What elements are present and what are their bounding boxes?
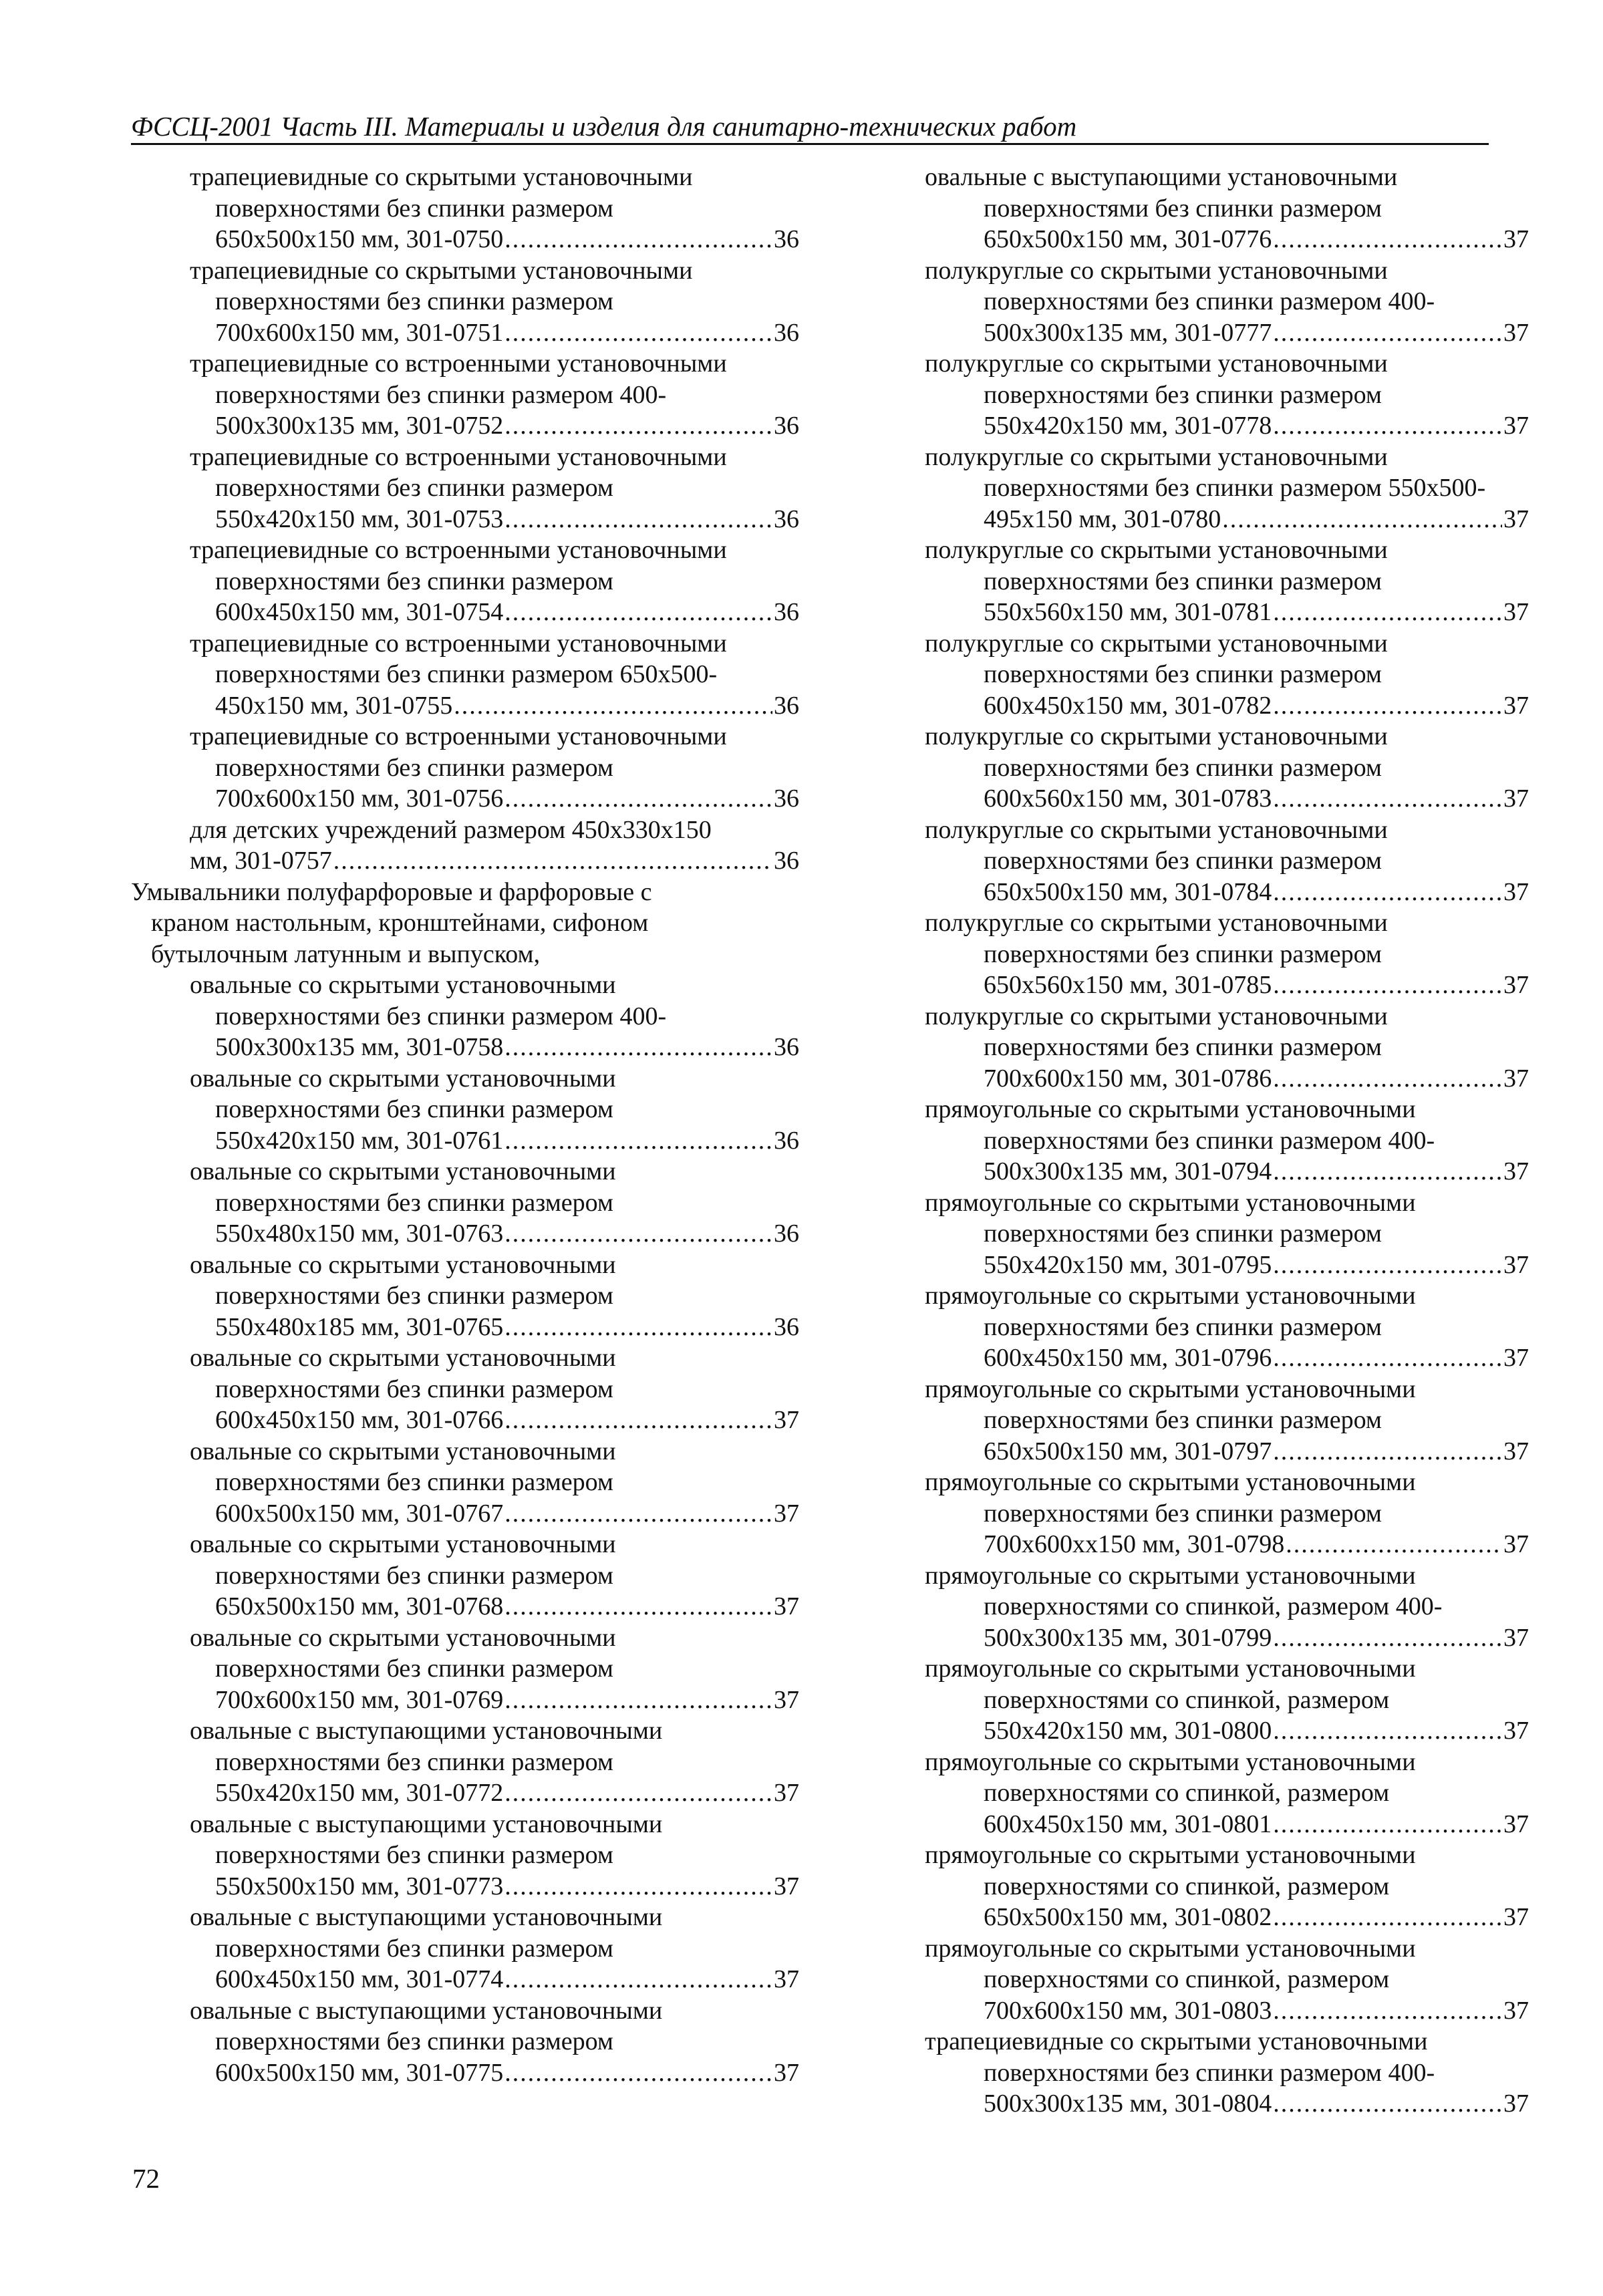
index-entry-line xyxy=(131,690,799,722)
index-entry-line xyxy=(925,410,1529,442)
index-entry-line xyxy=(131,1032,799,1063)
index-text-line: поверхностями со спинкой, размером 400- xyxy=(984,1592,1443,1620)
index-entry-text: 650x500x150 мм, 301-0750 xyxy=(215,225,504,253)
index-entry-text: 600x500x150 мм, 301-0767 xyxy=(215,1499,504,1528)
index-entry-text: 600x560x150 мм, 301-0783 xyxy=(984,784,1272,813)
index-entry-line xyxy=(925,1995,1529,2027)
page-reference: 37 xyxy=(1503,1810,1529,1838)
index-text-line: поверхностями без спинки размером xyxy=(984,847,1382,875)
index-text-line: прямоугольные со скрытыми установочными xyxy=(925,1841,1416,1869)
page-reference: 37 xyxy=(1503,225,1529,253)
index-entry-text: 600x450x150 мм, 301-0774 xyxy=(215,1965,504,1993)
index-entry-line xyxy=(925,1342,1529,1374)
index-text-line: поверхностями без спинки размером xyxy=(215,1561,613,1590)
index-text-line: овальные со скрытыми установочными xyxy=(190,1064,616,1093)
index-entry-line xyxy=(131,1312,799,1343)
index-text-line: прямоугольные со скрытыми установочными xyxy=(925,1934,1416,1963)
index-entry-line xyxy=(925,1156,1529,1187)
index-text-line: поверхностями без спинки размером 550x500- xyxy=(984,474,1486,502)
index-text-line: поверхностями без спинки размером xyxy=(215,1095,613,1123)
page-reference: 37 xyxy=(774,1779,799,1807)
index-entry-line xyxy=(925,317,1529,349)
index-text-line: поверхностями без спинки размером 650x500- xyxy=(215,660,718,688)
running-header: ФССЦ-2001 Часть III. Материалы и изделия для санитарно-технических работ xyxy=(131,111,1489,145)
dot-leader xyxy=(1222,504,1502,535)
index-entry-text: 495x150 мм, 301-0780 xyxy=(984,505,1221,533)
dot-leader xyxy=(1286,1529,1502,1560)
index-text-line: поверхностями без спинки размером xyxy=(215,1188,613,1217)
index-entry-line xyxy=(925,504,1529,535)
index-text-line: полукруглые со скрытыми установочными xyxy=(925,909,1388,937)
dot-leader xyxy=(504,1591,772,1622)
index-entry-line xyxy=(925,224,1529,255)
dot-leader xyxy=(454,690,772,722)
page-reference: 36 xyxy=(774,847,799,875)
page-reference: 37 xyxy=(1503,598,1529,626)
index-text-line: овальные с выступающими установочными xyxy=(925,163,1398,191)
dot-leader xyxy=(1273,970,1502,1001)
index-entry-text: 500x300x135 мм, 301-0804 xyxy=(984,2090,1272,2118)
page-reference: 36 xyxy=(774,598,799,626)
index-entry-line xyxy=(131,1685,799,1716)
index-text-line: поверхностями без спинки размером xyxy=(215,194,613,223)
dot-leader xyxy=(504,1871,772,1902)
index-entry-line xyxy=(925,1809,1529,1840)
index-entry-text: 700x600x150 мм, 301-0786 xyxy=(984,1064,1272,1093)
page-reference: 37 xyxy=(1503,1530,1529,1558)
index-text-line: поверхностями без спинки размером xyxy=(984,380,1382,409)
dot-leader xyxy=(504,1125,772,1157)
index-text-line: краном настольным, кронштейнами, сифоном xyxy=(151,909,649,937)
dot-leader xyxy=(1273,1715,1502,1747)
dot-leader xyxy=(1273,410,1502,442)
index-entry-line xyxy=(131,410,799,442)
index-text-line: полукруглые со скрытыми установочными xyxy=(925,722,1388,750)
index-entry-text: 550x560x150 мм, 301-0781 xyxy=(984,598,1272,626)
dot-leader xyxy=(1273,1622,1502,1654)
index-text-line: поверхностями без спинки размером 400- xyxy=(215,1002,667,1030)
index-entry-text: 700x600x150 мм, 301-0769 xyxy=(215,1685,504,1714)
page-reference: 36 xyxy=(774,225,799,253)
index-text-line: поверхностями без спинки размером xyxy=(984,660,1382,688)
dot-leader xyxy=(504,783,772,815)
dot-leader xyxy=(504,224,772,255)
index-text-line: поверхностями без спинки размером xyxy=(984,1033,1382,1061)
index-text-line: полукруглые со скрытыми установочными xyxy=(925,256,1388,285)
index-text-line: трапециевидные со встроенными установочными xyxy=(190,442,727,471)
index-text-line: овальные с выступающими установочными xyxy=(190,1903,663,1931)
index-entry-line xyxy=(925,1622,1529,1654)
index-entry-text: 500x300x135 мм, 301-0758 xyxy=(215,1033,504,1061)
dot-leader xyxy=(504,1405,772,1436)
index-entry-text: 500x300x135 мм, 301-0794 xyxy=(984,1157,1272,1185)
dot-leader xyxy=(1273,1156,1502,1187)
index-text-line: прямоугольные со скрытыми установочными xyxy=(925,1188,1416,1217)
dot-leader xyxy=(504,504,772,535)
dot-leader xyxy=(504,1218,772,1250)
index-entry-text: 600x450x150 мм, 301-0796 xyxy=(984,1344,1272,1372)
page-reference: 37 xyxy=(1503,1064,1529,1093)
index-entry-line xyxy=(925,1250,1529,1281)
index-text-line: бутылочным латунным и выпуском, xyxy=(151,940,541,968)
index-entry-line xyxy=(131,597,799,628)
dot-leader xyxy=(1273,1250,1502,1281)
index-entry-text: 550x420x150 мм, 301-0800 xyxy=(984,1717,1272,1745)
index-entry-text: 700x600xx150 мм, 301-0798 xyxy=(984,1530,1285,1558)
index-entry-line xyxy=(131,1777,799,1809)
index-entry-line xyxy=(925,690,1529,722)
index-text-line: поверхностями без спинки размером 400- xyxy=(984,1126,1435,1155)
index-text-line: Умывальники полуфарфоровые и фарфоровые с xyxy=(131,877,652,906)
index-text-line: трапециевидные со встроенными установочными xyxy=(190,722,727,750)
dot-leader xyxy=(504,1777,772,1809)
index-entry-text: 500x300x135 мм, 301-0799 xyxy=(984,1623,1272,1652)
page-reference: 37 xyxy=(774,1872,799,1900)
page-reference: 36 xyxy=(774,1219,799,1248)
dot-leader xyxy=(504,410,772,442)
index-text-line: овальные со скрытыми установочными xyxy=(190,1344,616,1372)
page-reference: 37 xyxy=(1503,318,1529,347)
index-entry-text: 700x600x150 мм, 301-0751 xyxy=(215,318,504,347)
index-entry-text: 550x420x150 мм, 301-0795 xyxy=(984,1250,1272,1279)
index-text-line: поверхностями со спинкой, размером xyxy=(984,1779,1390,1807)
dot-leader xyxy=(504,597,772,628)
dot-leader xyxy=(333,845,772,877)
index-text-line: овальные со скрытыми установочными xyxy=(190,1623,616,1652)
index-column-left xyxy=(131,162,799,2088)
page-reference: 37 xyxy=(774,1499,799,1528)
index-entry-line xyxy=(925,597,1529,628)
index-text-line: поверхностями без спинки размером 400- xyxy=(215,380,667,409)
index-text-line: поверхностями без спинки размером xyxy=(215,1375,613,1403)
index-entry-text: 550x500x150 мм, 301-0773 xyxy=(215,1872,504,1900)
index-text-line: овальные со скрытыми установочными xyxy=(190,971,616,999)
index-entry-line xyxy=(131,317,799,349)
index-entry-line xyxy=(925,1063,1529,1095)
page-reference: 37 xyxy=(774,1592,799,1620)
page-reference: 37 xyxy=(1503,1623,1529,1652)
index-text-line: поверхностями без спинки размером xyxy=(215,753,613,782)
index-text-line: поверхностями без спинки размером xyxy=(984,1219,1382,1248)
page-reference: 37 xyxy=(774,1685,799,1714)
page-reference: 37 xyxy=(1503,691,1529,720)
index-entry-line xyxy=(925,1715,1529,1747)
page-reference: 37 xyxy=(774,2058,799,2087)
index-entry-text: 600x450x150 мм, 301-0801 xyxy=(984,1810,1272,1838)
dot-leader xyxy=(1273,877,1502,908)
page-reference: 36 xyxy=(774,318,799,347)
dot-leader xyxy=(1273,1809,1502,1840)
index-entry-text: 650x500x150 мм, 301-0802 xyxy=(984,1903,1272,1931)
index-entry-text: 550x420x150 мм, 301-0753 xyxy=(215,505,504,533)
index-text-line: поверхностями без спинки размером 400- xyxy=(984,287,1435,315)
index-text-line: полукруглые со скрытыми установочными xyxy=(925,442,1388,471)
index-entry-line xyxy=(925,1436,1529,1467)
index-entry-text: мм, 301-0757 xyxy=(190,847,332,875)
index-entry-text: 700x600x150 мм, 301-0756 xyxy=(215,784,504,813)
dot-leader xyxy=(1273,317,1502,349)
index-text-line: поверхностями без спинки размером xyxy=(215,1747,613,1776)
index-entry-text: 550x420x150 мм, 301-0772 xyxy=(215,1779,504,1807)
index-text-line: прямоугольные со скрытыми установочными xyxy=(925,1561,1416,1590)
index-entry-text: 550x480x150 мм, 301-0763 xyxy=(215,1219,504,1248)
index-text-line: поверхностями без спинки размером xyxy=(984,1312,1382,1341)
page-reference: 37 xyxy=(1503,971,1529,999)
page-reference: 37 xyxy=(1503,1903,1529,1931)
page-reference: 36 xyxy=(774,1033,799,1061)
index-text-line: овальные со скрытыми установочными xyxy=(190,1530,616,1558)
index-text-line: поверхностями со спинкой, размером xyxy=(984,1685,1390,1714)
dot-leader xyxy=(504,1032,772,1063)
index-text-line: овальные со скрытыми установочными xyxy=(190,1437,616,1465)
index-text-line: поверхностями без спинки размером xyxy=(215,2027,613,2055)
index-entry-line xyxy=(131,504,799,535)
dot-leader xyxy=(504,1685,772,1716)
dot-leader xyxy=(1273,690,1502,722)
page-reference: 37 xyxy=(1503,1717,1529,1745)
index-entry-line xyxy=(131,1218,799,1250)
index-entry-line xyxy=(925,877,1529,908)
index-entry-text: 650x560x150 мм, 301-0785 xyxy=(984,971,1272,999)
index-text-line: прямоугольные со скрытыми установочными xyxy=(925,1282,1416,1310)
dot-leader xyxy=(504,2057,772,2089)
index-text-line: поверхностями без спинки размером 400- xyxy=(984,2058,1435,2087)
index-text-line: овальные с выступающими установочными xyxy=(190,1810,663,1838)
index-entry-text: 550x420x150 мм, 301-0778 xyxy=(984,412,1272,440)
index-text-line: прямоугольные со скрытыми установочными xyxy=(925,1747,1416,1776)
index-text-line: полукруглые со скрытыми установочными xyxy=(925,1002,1388,1030)
index-entry-text: 650x500x150 мм, 301-0784 xyxy=(984,877,1272,906)
index-entry-text: 600x450x150 мм, 301-0766 xyxy=(215,1406,504,1434)
page-reference: 37 xyxy=(1503,877,1529,906)
index-text-line: поверхностями без спинки размером xyxy=(215,287,613,315)
index-text-line: овальные с выступающими установочными xyxy=(190,1717,663,1745)
dot-leader xyxy=(1273,1995,1502,2027)
index-entry-text: 600x450x150 мм, 301-0782 xyxy=(984,691,1272,720)
index-entry-line xyxy=(925,970,1529,1001)
dot-leader xyxy=(1273,1902,1502,1933)
index-text-line: поверхностями без спинки размером xyxy=(215,1841,613,1869)
page-reference: 37 xyxy=(1503,505,1529,533)
index-text-line: трапециевидные со встроенными установочными xyxy=(190,349,727,378)
index-entry-text: 550x480x185 мм, 301-0765 xyxy=(215,1312,504,1341)
page-reference: 37 xyxy=(1503,1250,1529,1279)
page-reference: 37 xyxy=(1503,1437,1529,1465)
index-text-line: трапециевидные со скрытыми установочными xyxy=(190,256,693,285)
index-text-line: овальные со скрытыми установочными xyxy=(190,1157,616,1185)
index-entry-line xyxy=(131,224,799,255)
index-entry-text: 550x420x150 мм, 301-0761 xyxy=(215,1126,504,1155)
index-text-line: поверхностями со спинкой, размером xyxy=(984,1872,1390,1900)
index-text-line: поверхностями без спинки размером xyxy=(984,940,1382,968)
page-reference: 36 xyxy=(774,784,799,813)
dot-leader xyxy=(1273,224,1502,255)
page-number: 72 xyxy=(132,2163,160,2194)
dot-leader xyxy=(1273,783,1502,815)
index-text-line: для детских учреждений размером 450x330x150 xyxy=(190,815,712,844)
index-entry-line xyxy=(131,1591,799,1622)
page-reference: 36 xyxy=(774,412,799,440)
dot-leader xyxy=(504,317,772,349)
index-entry-text: 500x300x135 мм, 301-0777 xyxy=(984,318,1272,347)
page-reference: 37 xyxy=(1503,784,1529,813)
dot-leader xyxy=(1273,1063,1502,1095)
index-entry-line xyxy=(131,1498,799,1530)
index-text-line: полукруглые со скрытыми установочными xyxy=(925,536,1388,564)
index-entry-line xyxy=(131,1125,799,1157)
index-text-line: полукруглые со скрытыми установочными xyxy=(925,349,1388,378)
index-text-line: поверхностями без спинки размером xyxy=(215,1934,613,1963)
dot-leader xyxy=(1273,1342,1502,1374)
dot-leader xyxy=(1273,2088,1502,2120)
index-text-line: прямоугольные со скрытыми установочными xyxy=(925,1095,1416,1123)
index-text-line: трапециевидные со встроенными установочными xyxy=(190,536,727,564)
index-text-line: трапециевидные со скрытыми установочными xyxy=(190,163,693,191)
index-entry-text: 700x600x150 мм, 301-0803 xyxy=(984,1996,1272,2025)
page-reference: 37 xyxy=(1503,1996,1529,2025)
index-text-line: прямоугольные со скрытыми установочными xyxy=(925,1655,1416,1683)
index-entry-line xyxy=(925,783,1529,815)
index-text-line: прямоугольные со скрытыми установочными xyxy=(925,1375,1416,1403)
dot-leader xyxy=(1273,1436,1502,1467)
page-reference: 36 xyxy=(774,1126,799,1155)
index-text-line: поверхностями без спинки размером xyxy=(215,474,613,502)
dot-leader xyxy=(1273,597,1502,628)
index-text-line: полукруглые со скрытыми установочными xyxy=(925,815,1388,844)
index-text-line: поверхностями без спинки размером xyxy=(984,1499,1382,1528)
index-entry-text: 600x450x150 мм, 301-0754 xyxy=(215,598,504,626)
index-entry-line xyxy=(925,1902,1529,1933)
index-column-right xyxy=(925,162,1529,2120)
page-reference: 37 xyxy=(1503,2090,1529,2118)
index-text-line: поверхностями без спинки размером xyxy=(984,753,1382,782)
index-entry-line xyxy=(131,783,799,815)
index-entry-text: 650x500x150 мм, 301-0797 xyxy=(984,1437,1272,1465)
index-text-line: поверхностями без спинки размером xyxy=(215,567,613,595)
index-text-line: полукруглые со скрытыми установочными xyxy=(925,629,1388,658)
page-reference: 37 xyxy=(1503,1344,1529,1372)
index-text-line: трапециевидные со скрытыми установочными xyxy=(925,2027,1428,2055)
index-text-line: овальные с выступающими установочными xyxy=(190,1996,663,2025)
index-text-line: поверхностями со спинкой, размером xyxy=(984,1965,1390,1993)
index-entry-text: 450x150 мм, 301-0755 xyxy=(215,691,453,720)
page-reference: 36 xyxy=(774,691,799,720)
index-entry-text: 600x500x150 мм, 301-0775 xyxy=(215,2058,504,2087)
index-entry-text: 650x500x150 мм, 301-0768 xyxy=(215,1592,504,1620)
page-reference: 36 xyxy=(774,1312,799,1341)
page-reference: 37 xyxy=(1503,412,1529,440)
index-entry-text: 650x500x150 мм, 301-0776 xyxy=(984,225,1272,253)
index-entry-line xyxy=(131,845,799,877)
index-text-line: поверхностями без спинки размером xyxy=(215,1282,613,1310)
index-entry-line xyxy=(131,1871,799,1902)
index-text-line: поверхностями без спинки размером xyxy=(215,1468,613,1496)
page-reference: 37 xyxy=(774,1406,799,1434)
index-text-line: прямоугольные со скрытыми установочными xyxy=(925,1468,1416,1496)
dot-leader xyxy=(504,1964,772,1995)
index-text-line: поверхностями без спинки размером xyxy=(984,194,1382,223)
page-reference: 37 xyxy=(774,1965,799,1993)
index-entry-line xyxy=(131,1405,799,1436)
index-entry-line xyxy=(925,1529,1529,1560)
index-text-line: поверхностями без спинки размером xyxy=(984,567,1382,595)
dot-leader xyxy=(504,1498,772,1530)
dot-leader xyxy=(504,1312,772,1343)
index-text-line: овальные со скрытыми установочными xyxy=(190,1250,616,1279)
index-entry-line xyxy=(925,2088,1529,2120)
index-entry-line xyxy=(131,1964,799,1995)
index-text-line: поверхностями без спинки размером xyxy=(984,1406,1382,1434)
page-reference: 37 xyxy=(1503,1157,1529,1185)
index-text-line: трапециевидные со встроенными установочными xyxy=(190,629,727,658)
index-entry-text: 500x300x135 мм, 301-0752 xyxy=(215,412,504,440)
page-reference: 36 xyxy=(774,505,799,533)
index-entry-line xyxy=(131,2057,799,2089)
index-text-line: поверхностями без спинки размером xyxy=(215,1655,613,1683)
